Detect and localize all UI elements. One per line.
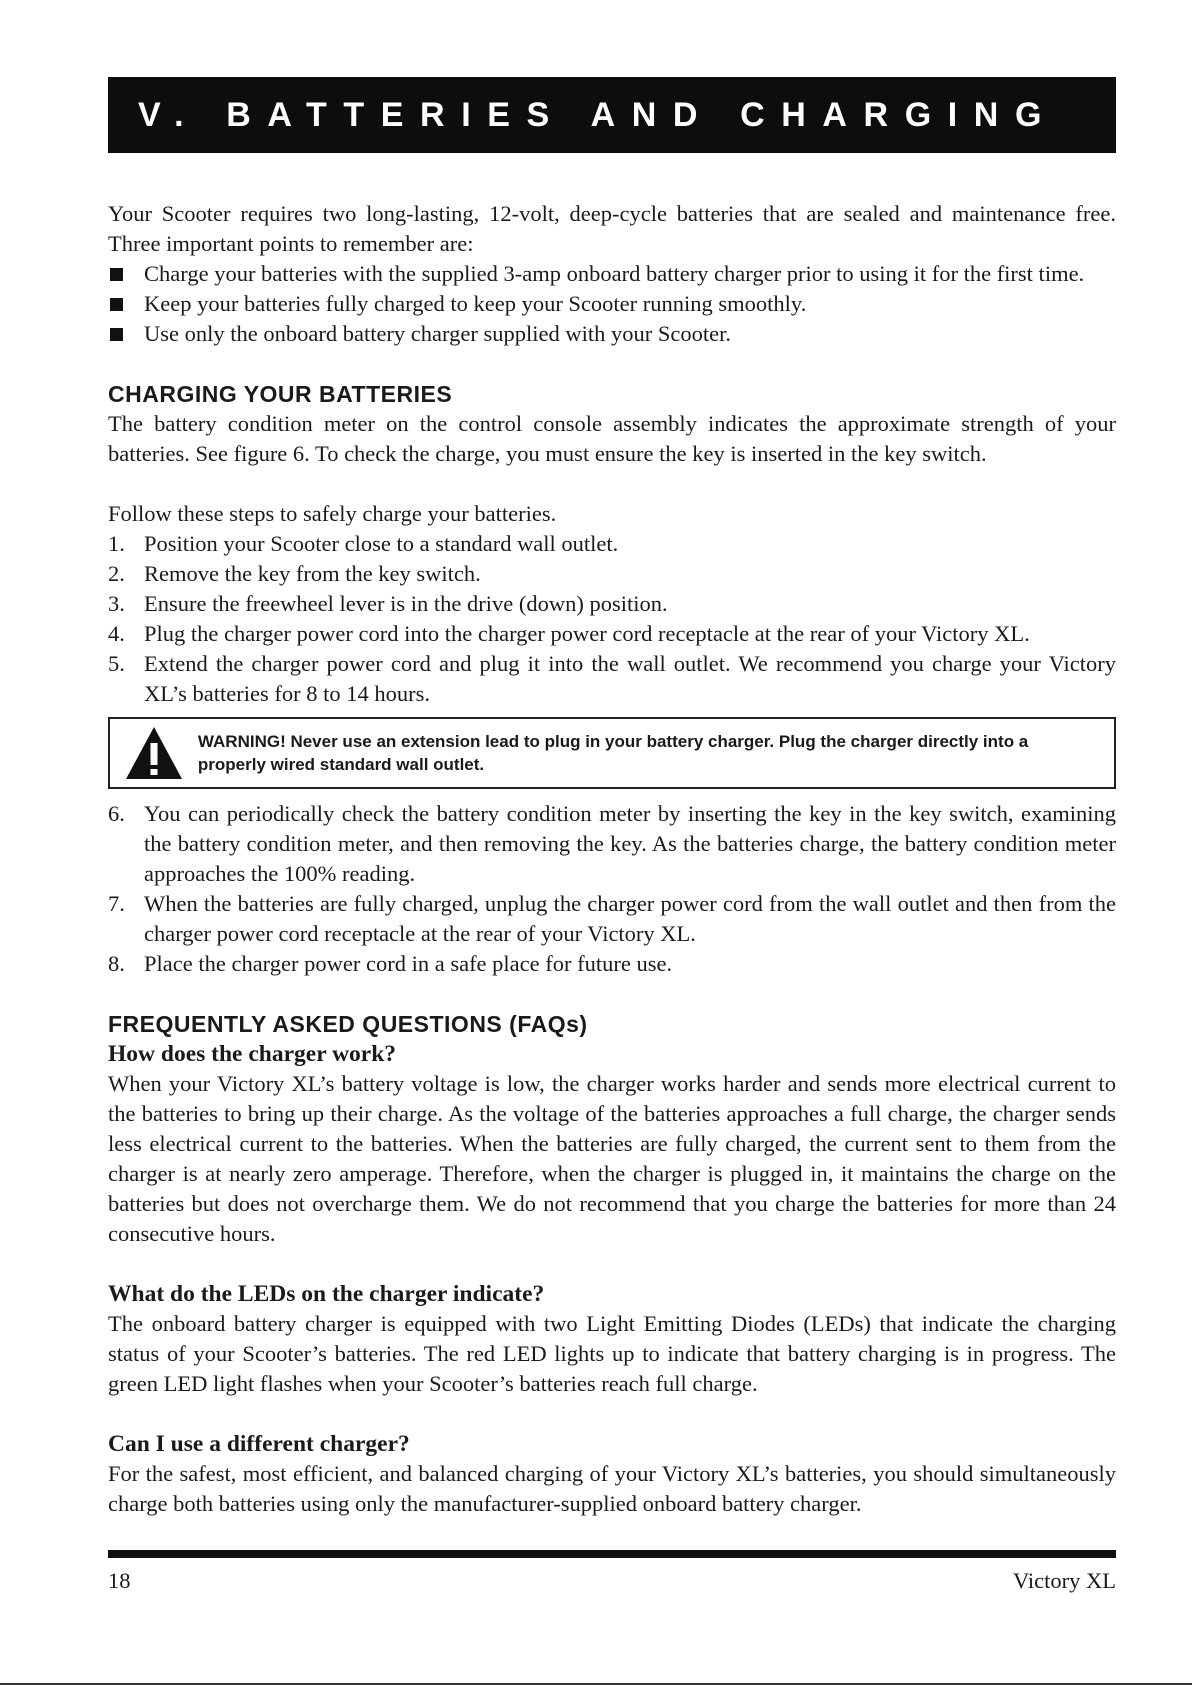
step-item: 1. Position your Scooter close to a standard wall outlet.	[108, 531, 619, 556]
section-title-bar	[108, 77, 1116, 153]
faq-heading: FREQUENTLY ASKED QUESTIONS (FAQs)	[108, 1011, 588, 1037]
bullet-square-icon	[110, 298, 123, 311]
page-content	[108, 77, 1116, 1519]
bullet-item: Charge your batteries with the supplied 3-amp onboard battery charger prior to using it for the first time.	[108, 259, 1116, 289]
page-number: 18	[108, 1568, 131, 1593]
faq-answer: When your Victory XL’s battery voltage is low, the charger works harder and sends more electrical current to the batteries to bring up their charge. As the voltage of the batteries approaches a full charge, the charger sends less electrical current to the batteries. When the batteries are fully charged, the current sent to them from the charger is at nearly zero amperage. Therefore, when the charger is plugged in, it maintains the charge on the batteries but does not overcharge them. We do not recommend that you charge the batteries for more than 24 consecutive hours.	[108, 1071, 1116, 1246]
bullet-square-icon	[110, 328, 123, 341]
step-item: 7. When the batteries are fully charged, unplug the charger power cord from the wall outlet and then from the charger power cord receptacle at the rear of your Victory XL.	[108, 891, 1116, 946]
charging-paragraph: The battery condition meter on the control console assembly indicates the approximate strength of your batteries. See figure 6. To check the charge, you must ensure the key is inserted in the key switch.	[108, 411, 1116, 466]
step-item: 6. You can periodically check the battery condition meter by inserting the key in the key switch, examining the battery condition meter, and then removing the key. As the batteries charge, the battery condition meter approaches the 100% reading.	[108, 801, 1116, 886]
intro-bullet-list	[108, 259, 1116, 349]
section-title: V. BATTERIES AND CHARGING	[138, 95, 1059, 134]
step-item: 5. Extend the charger power cord and plug it into the wall outlet. We recommend you charge your Victory XL’s batteries for 8 to 14 hours.	[108, 651, 1116, 706]
bullet-square-icon	[110, 268, 123, 281]
steps-intro: Follow these steps to safely charge your batteries.	[108, 501, 557, 526]
faq-answer: For the safest, most efficient, and balanced charging of your Victory XL’s batteries, you should simultaneously charge both batteries using only the manufacturer-supplied onboard battery charger.	[108, 1461, 1116, 1516]
warning-triangle-icon	[110, 725, 198, 781]
page-footer	[108, 1568, 1116, 1594]
step-item: 2. Remove the key from the key switch.	[108, 561, 481, 586]
footer-rule	[108, 1550, 1116, 1558]
bullet-item: Keep your batteries fully charged to keep your Scooter running smoothly.	[108, 289, 1116, 319]
faq-question: What do the LEDs on the charger indicate?	[108, 1281, 545, 1307]
warning-text: WARNING! Never use an extension lead to plug in your battery charger. Plug the charger directly into a properly wired standard wall outlet.	[197, 732, 1029, 774]
faq-question: How does the charger work?	[108, 1041, 397, 1067]
charging-steps-list-continued	[108, 799, 1116, 979]
intro-paragraph: Your Scooter requires two long-lasting, 12-volt, deep-cycle batteries that are sealed and maintenance free. Three important points to remember are:	[108, 201, 1116, 256]
charging-steps-list	[108, 529, 1116, 709]
bullet-item: Use only the onboard battery charger supplied with your Scooter.	[108, 319, 1116, 349]
footer-model-name: Victory XL	[1013, 1568, 1116, 1593]
faq-answer: The onboard battery charger is equipped with two Light Emitting Diodes (LEDs) that indicate the charging status of your Scooter’s batteries. The red LED lights up to indicate that battery charging is in progress. The green LED light flashes when your Scooter’s batteries reach full charge.	[108, 1311, 1116, 1396]
faq-question: Can I use a different charger?	[108, 1431, 410, 1457]
step-item: 8. Place the charger power cord in a safe place for future use.	[108, 951, 673, 976]
step-item: 3. Ensure the freewheel lever is in the drive (down) position.	[108, 591, 668, 616]
step-item: 4. Plug the charger power cord into the charger power cord receptacle at the rear of your Victory XL.	[108, 621, 1030, 646]
charging-heading: CHARGING YOUR BATTERIES	[108, 381, 453, 407]
warning-box	[108, 717, 1116, 789]
